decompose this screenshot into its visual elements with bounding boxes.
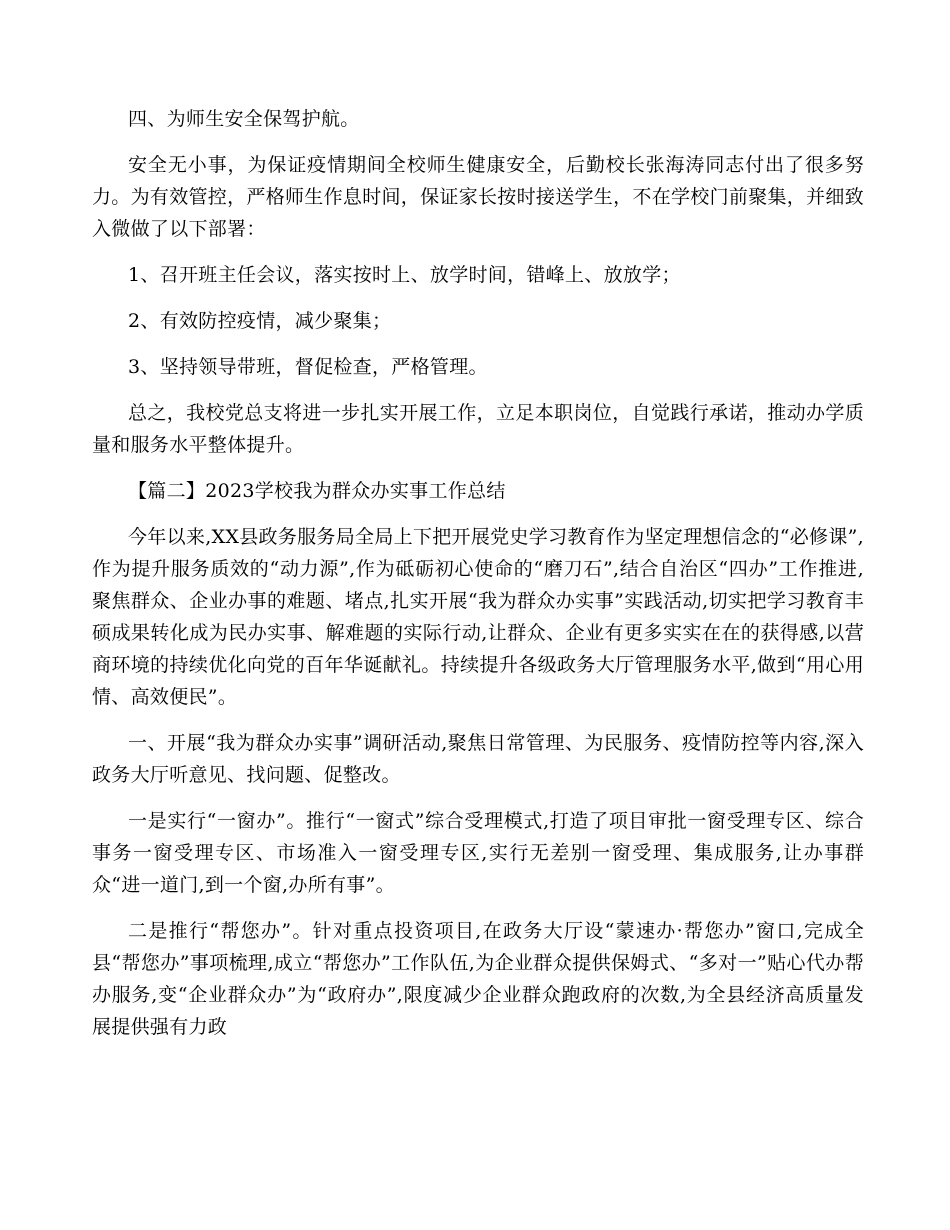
- list-item-3: 3、坚持领导带班，督促检查，严格管理。: [128, 356, 488, 378]
- paragraph-conclusion: 总之，我校党总支将进一步扎实开展工作，立足本职岗位，自觉践行承诺，推动办学质量和服务水平整体提升。: [92, 402, 864, 456]
- paragraph-one-window: 一是实行“一窗办”。推行“一窗式”综合受理模式,打造了项目审批一窗受理专区、综合事务一窗受理专区、市场准入一窗受理专区,实行无差别一窗受理、集成服务,让办事群众“进一道门,到一个窗,办所有事”。: [92, 810, 864, 896]
- paragraph-intro: 今年以来,XX县政务服务局全局上下把开展党史学习教育作为坚定理想信念的“必修课”,作为提升服务质效的“动力源”,作为砥砺初心使命的“磨刀石”,结合自治区“四办”工作推进,聚焦群众、企业办事的难题、堵点,扎实开展“我为群众办实事”实践活动,切实把学习教育丰硕成果转化成为民办实事、解难题的实际行动,让群众、企业有更多实实在在的获得感,以营商环境的持续优化向党的百年华诞献礼。持续提升各级政务大厅管理服务水平,做到“用心用情、高效便民”。: [92, 526, 864, 708]
- paragraph-safety-intro: 安全无小事，为保证疫情期间全校师生健康安全，后勤校长张海涛同志付出了很多努力。为有效管控，严格师生作息时间，保证家长按时接送学生，不在学校门前聚集，并细致入微做了以下部署：: [92, 154, 865, 240]
- list-item-2: 2、有效防控疫情，减少聚集；: [128, 310, 392, 332]
- paragraph-section-one: 一、开展“我为群众办实事”调研活动,聚焦日常管理、为民服务、疫情防控等内容,深入政务大厅听意见、找问题、促整改。: [92, 732, 864, 786]
- document-body: [92, 103, 864, 1043]
- article-title: 【篇二】2023学校我为群众办实事工作总结: [128, 480, 506, 502]
- list-item-1: 1、召开班主任会议，落实按时上、放学时间，错峰上、放放学；: [128, 264, 681, 286]
- section-heading-safety: 四、为师生安全保驾护航。: [128, 108, 360, 130]
- paragraph-help-service: 二是推行“帮您办”。针对重点投资项目,在政务大厅设“蒙速办·帮您办”窗口,完成全县“帮您办”事项梳理,成立“帮您办”工作队伍,为企业群众提供保姆式、“多对一”贴心代办帮办服务,变“企业群众办”为“政府办”,限度减少企业群众跑政府的次数,为全县经济高质量发展提供强有力政: [92, 920, 864, 1038]
